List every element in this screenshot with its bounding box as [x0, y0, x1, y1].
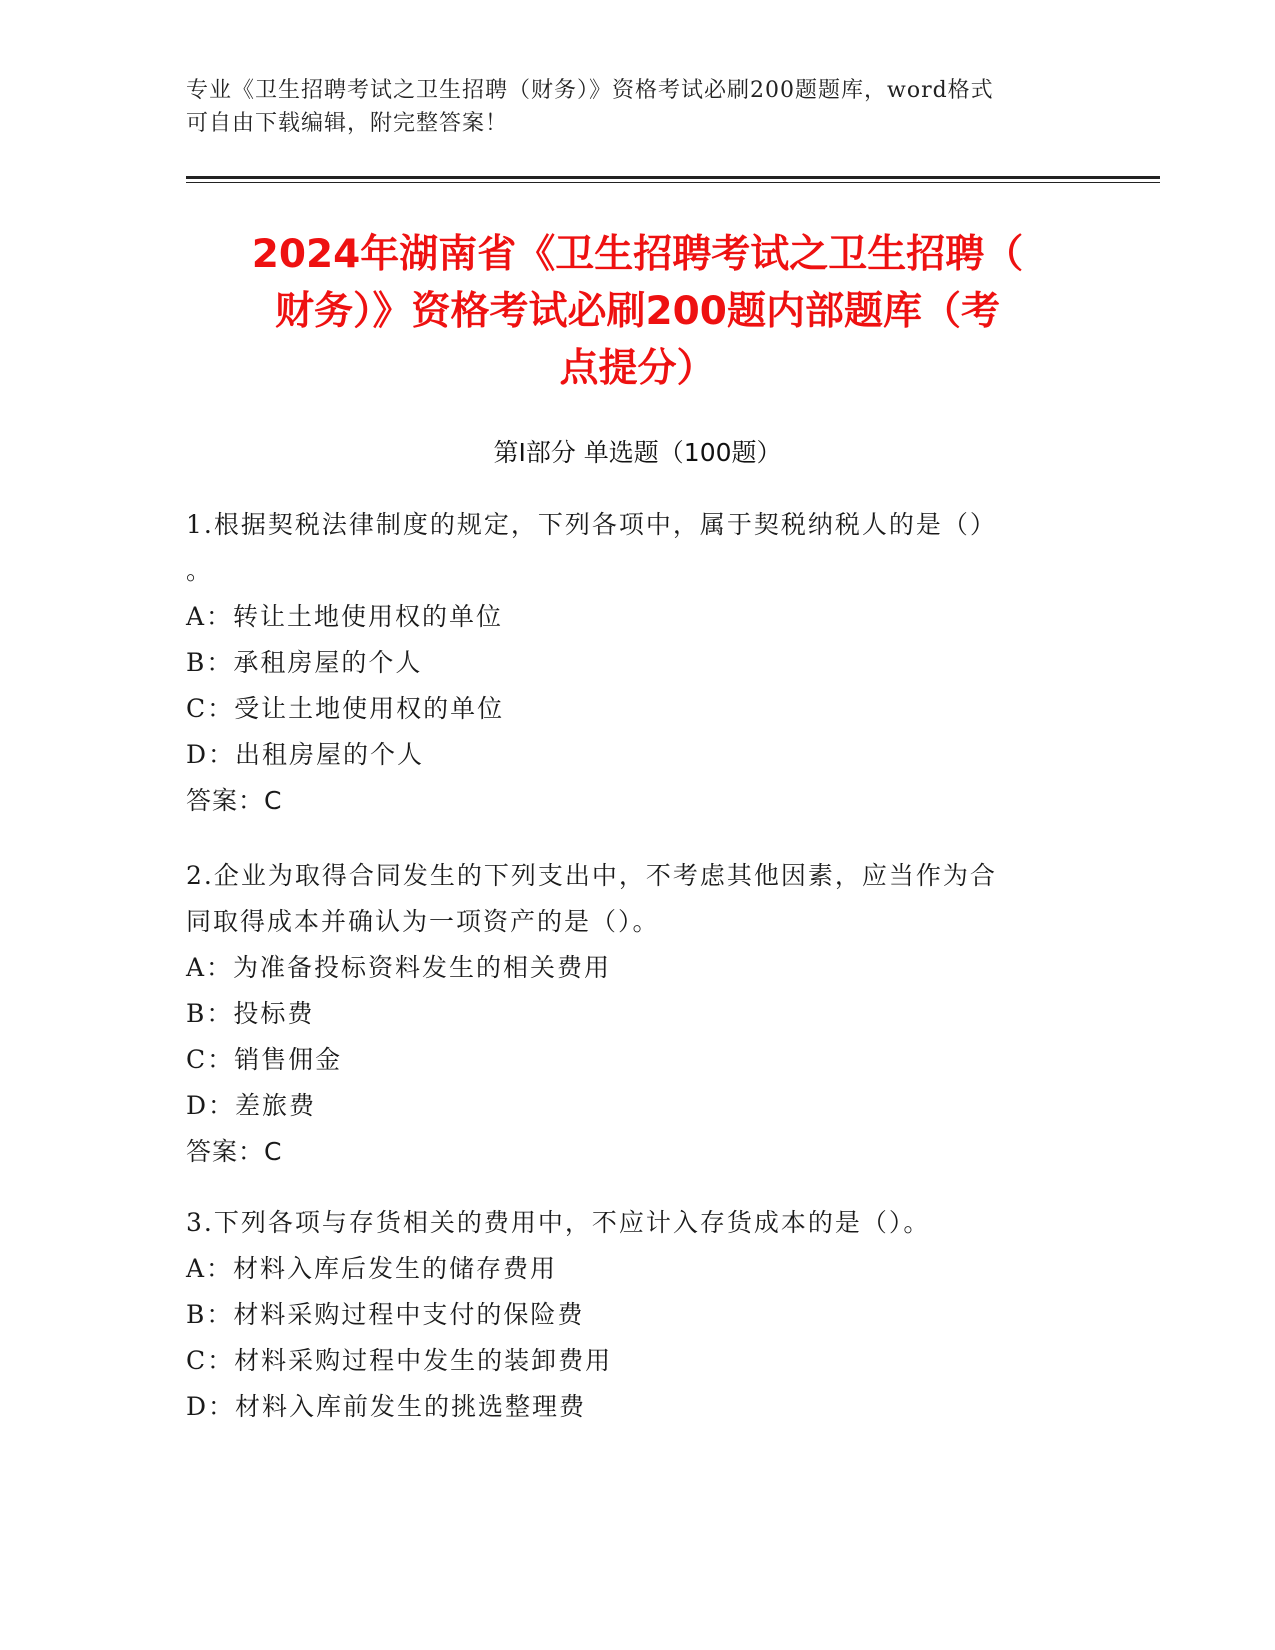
question-stem: 3.下列各项与存货相关的费用中，不应计入存货成本的是（）。 — [186, 1208, 931, 1237]
question-stem: 。 — [186, 556, 214, 585]
option-d: D：差旅费 — [186, 1091, 317, 1120]
option-b: B：承租房屋的个人 — [186, 648, 423, 677]
header-note — [186, 74, 1086, 140]
document-title-line: 财务）》资格考试必刷200题内部题库（考 — [275, 289, 1000, 334]
option-a: A：为准备投标资料发生的相关费用 — [186, 953, 612, 982]
option-c: C：受让土地使用权的单位 — [186, 694, 505, 723]
header-divider-thin — [186, 182, 1160, 183]
document-title-line: 点提分） — [559, 346, 716, 391]
option-c: C：销售佣金 — [186, 1045, 343, 1074]
option-c: C：材料采购过程中发生的装卸费用 — [186, 1346, 613, 1375]
answer: 答案：C — [186, 1137, 283, 1166]
header-divider — [186, 176, 1160, 179]
option-a: A：材料入库后发生的储存费用 — [186, 1254, 558, 1283]
header-note-line: 专业《卫生招聘考试之卫生招聘（财务）》资格考试必刷200题题库，word格式 — [186, 78, 994, 103]
question-3 — [186, 1200, 1086, 1430]
document-title — [150, 226, 1125, 397]
option-a: A：转让土地使用权的单位 — [186, 602, 504, 631]
question-stem: 同取得成本并确认为一项资产的是（）。 — [186, 907, 660, 936]
question-2 — [186, 853, 1086, 1175]
document-title-line: 2024年湖南省《卫生招聘考试之卫生招聘（ — [251, 232, 1024, 277]
question-stem: 1.根据契税法律制度的规定，下列各项中，属于契税纳税人的是（） — [186, 510, 997, 539]
option-d: D：材料入库前发生的挑选整理费 — [186, 1392, 587, 1421]
question-stem: 2.企业为取得合同发生的下列支出中，不考虑其他因素，应当作为合 — [186, 861, 997, 890]
question-1 — [186, 502, 1086, 824]
option-d: D：出租房屋的个人 — [186, 740, 425, 769]
option-b: B：材料采购过程中支付的保险费 — [186, 1300, 585, 1329]
answer: 答案：C — [186, 786, 283, 815]
option-b: B：投标费 — [186, 999, 315, 1028]
header-note-line: 可自由下载编辑，附完整答案！ — [186, 111, 509, 136]
section-title: 第Ⅰ部分 单选题（100题） — [493, 438, 782, 467]
